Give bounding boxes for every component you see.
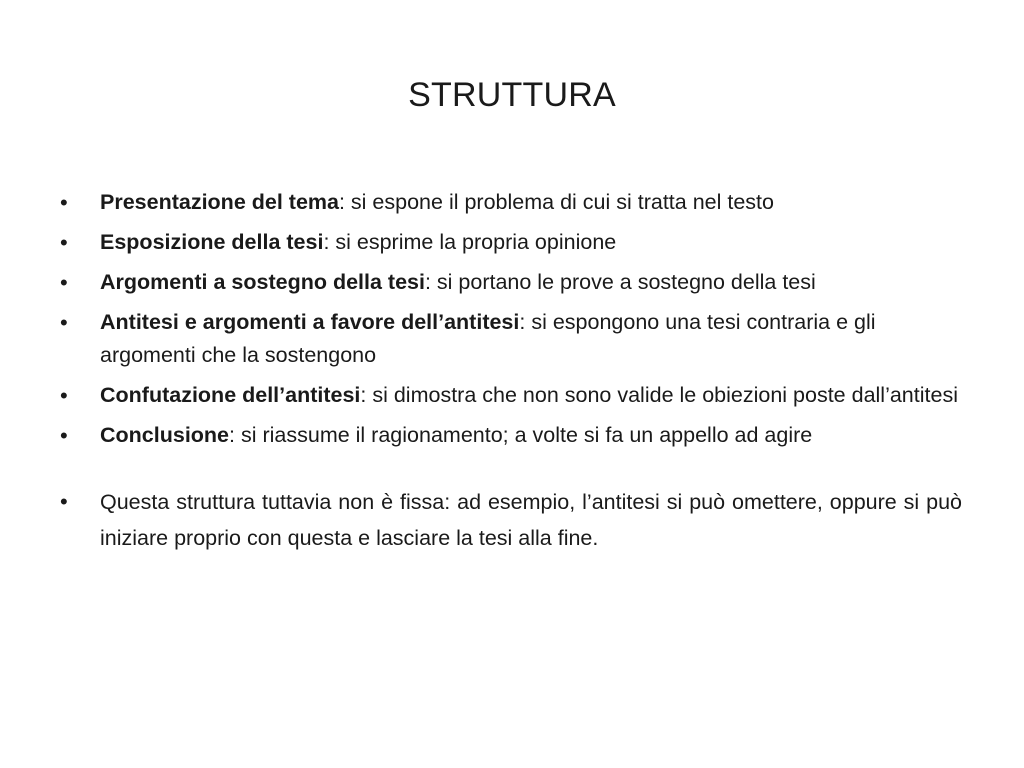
bullet-item-note	[100, 484, 962, 556]
bullet-item-presentazione	[100, 186, 962, 219]
bullet-item-argomenti	[100, 266, 962, 299]
bullet-description: : si esprime la propria opinione	[323, 230, 617, 254]
bullet-item-antitesi	[100, 306, 962, 372]
bullet-list	[100, 186, 962, 563]
bullet-term: Presentazione del tema	[100, 190, 339, 214]
slide-title: STRUTTURA	[408, 76, 616, 114]
bullet-description: : si espone il problema di cui si tratta nel testo	[338, 190, 774, 214]
bullet-item-esposizione	[100, 226, 962, 259]
bullet-term: Confutazione dell’antitesi	[100, 383, 361, 407]
bullet-description: : si espongono una tesi contraria e gli argomenti che la sostengono	[100, 310, 876, 367]
bullet-term: Antitesi e argomenti a favore dell’antitesi	[100, 310, 520, 334]
bullet-description: : si riassume il ragionamento; a volte si fa un appello ad agire	[229, 423, 813, 447]
bullet-term: Esposizione della tesi	[100, 230, 324, 254]
bullet-term: Conclusione	[100, 423, 230, 447]
bullet-description: : si dimostra che non sono valide le obiezioni poste dall’antitesi	[360, 383, 958, 407]
bullet-term: Argomenti a sostegno della tesi	[100, 270, 425, 294]
bullet-description: : si portano le prove a sostegno della tesi	[424, 270, 816, 294]
note-text: Questa struttura tuttavia non è fissa: ad esempio, l’antitesi si può omettere, oppure si può iniziare proprio con questa e lasciare la tesi alla fine.	[100, 490, 962, 550]
bullet-item-confutazione	[100, 379, 962, 412]
bullet-item-conclusione	[100, 419, 962, 452]
